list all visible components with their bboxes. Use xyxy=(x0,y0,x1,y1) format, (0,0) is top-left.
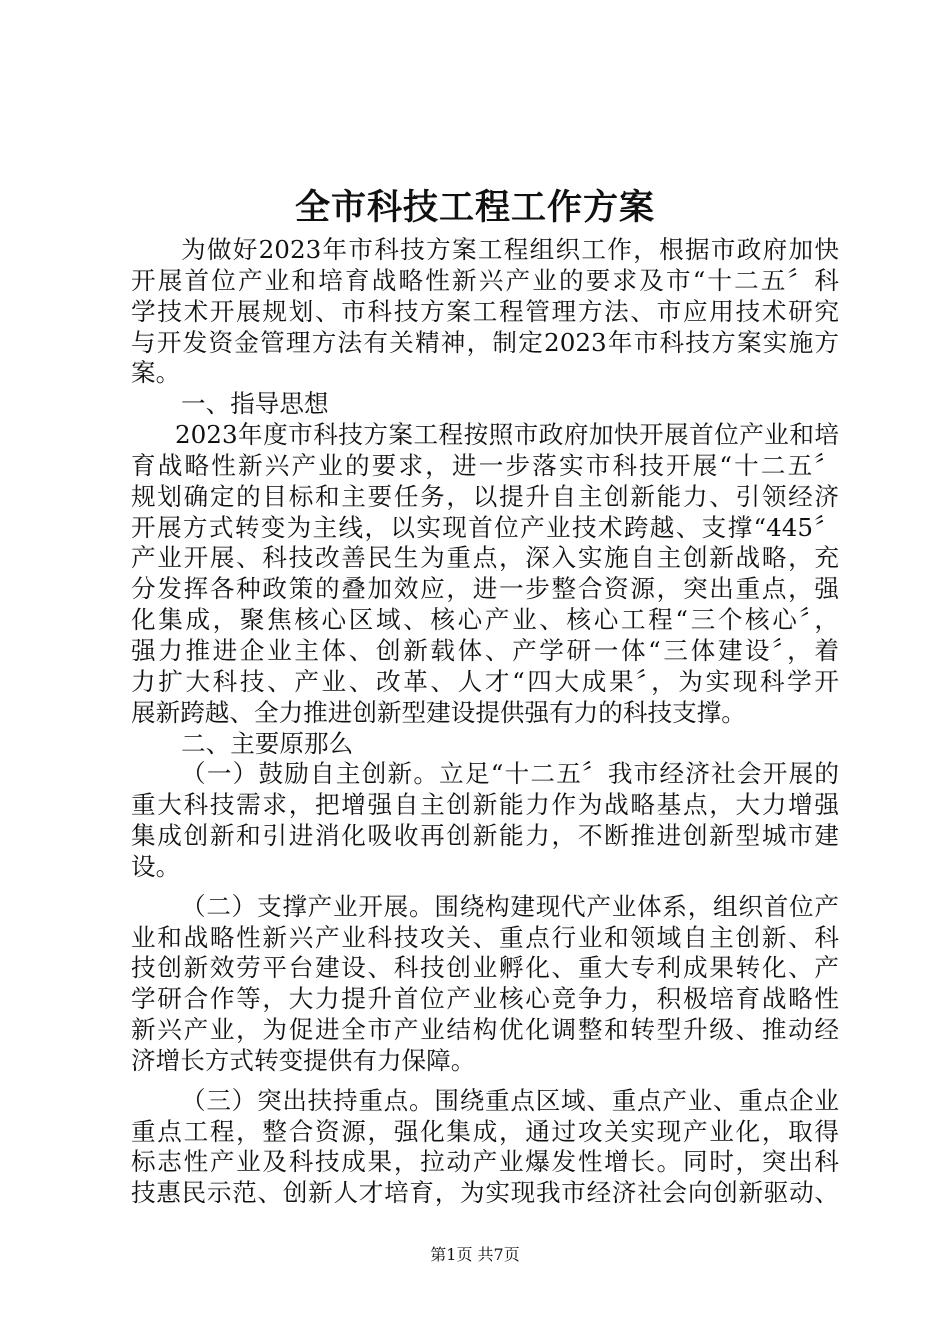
paragraph-line: 集成创新和引进消化吸收再创新能力，不断推进创新型城市建 xyxy=(131,821,839,851)
paragraph-line: 强力推进企业主体、创新载体、产学研一体“三体建设〞，着 xyxy=(131,635,839,665)
paragraph-line: 新兴产业，为促进全市产业结构优化调整和转型升级、推动经 xyxy=(131,1015,839,1045)
paragraph-line: 开展首位产业和培育战略性新兴产业的要求及市“十二五〞科 xyxy=(131,265,839,295)
paragraph-line: （一）鼓励自主创新。立足“十二五〞我市经济社会开展的 xyxy=(181,759,839,789)
section-heading: 二、主要原那么 xyxy=(181,728,354,758)
paragraph-line: 业和战略性新兴产业科技攻关、重点行业和领域自主创新、科 xyxy=(131,922,839,952)
paragraph-line: 分发挥各种政策的叠加效应，进一步整合资源，突出重点，强 xyxy=(131,574,839,604)
paragraph-line: 重点工程，整合资源，强化集成，通过攻关实现产业化，取得 xyxy=(131,1116,839,1146)
paragraph-line: 育战略性新兴产业的要求，进一步落实市科技开展“十二五〞 xyxy=(131,450,839,480)
section-heading: 一、指导思想 xyxy=(181,389,329,419)
document-title: 全市科技工程工作方案 xyxy=(294,187,655,228)
document-body xyxy=(131,235,839,1209)
paragraph-line: 为做好2023年市科技方案工程组织工作，根据市政府加快 xyxy=(181,235,839,264)
page-number-footer: 第1页 共7页 xyxy=(430,1245,520,1264)
paragraph-line: 开展方式转变为主线，以实现首位产业技术跨越、支撑“445〞 xyxy=(131,512,839,542)
paragraph-line: 设。 xyxy=(131,851,181,881)
paragraph-line: 力扩大科技、产业、改革、人才“四大成果〞，为实现科学开 xyxy=(131,666,839,696)
paragraph-line: 技惠民示范、创新人才培育，为实现我市经济社会向创新驱动、 xyxy=(131,1178,839,1208)
paragraph-line: 2023年度市科技方案工程按照市政府加快开展首位产业和培 xyxy=(175,420,839,450)
paragraph-line: 学技术开展规划、市科技方案工程管理方法、市应用技术研究 xyxy=(131,296,839,326)
paragraph-line: 济增长方式转变提供有力保障。 xyxy=(131,1045,476,1075)
paragraph-line: 技创新效劳平台建设、科技创业孵化、重大专利成果转化、产 xyxy=(131,953,839,983)
paragraph-line: 案。 xyxy=(131,358,181,388)
paragraph-line: 产业开展、科技改善民生为重点，深入实施自主创新战略，充 xyxy=(131,543,839,573)
paragraph-line: 标志性产业及科技成果，拉动产业爆发性增长。同时，突出科 xyxy=(131,1147,839,1177)
paragraph-line: （二）支撑产业开展。围绕构建现代产业体系，组织首位产 xyxy=(181,891,839,921)
paragraph-line: 重大科技需求，把增强自主创新能力作为战略基点，大力增强 xyxy=(131,790,839,820)
paragraph-line: 学研合作等，大力提升首位产业核心竞争力，积极培育战略性 xyxy=(131,984,839,1014)
paragraph-line: （三）突出扶持重点。围绕重点区域、重点产业、重点企业 xyxy=(181,1085,839,1115)
paragraph-line: 与开发资金管理方法有关精神，制定2023年市科技方案实施方 xyxy=(131,327,839,357)
paragraph-line: 规划确定的目标和主要任务，以提升自主创新能力、引领经济 xyxy=(131,481,839,511)
paragraph-line: 化集成，聚焦核心区域、核心产业、核心工程“三个核心〞， xyxy=(131,605,839,635)
paragraph-line: 展新跨越、全力推进创新型建设提供强有力的科技支撑。 xyxy=(131,697,746,727)
